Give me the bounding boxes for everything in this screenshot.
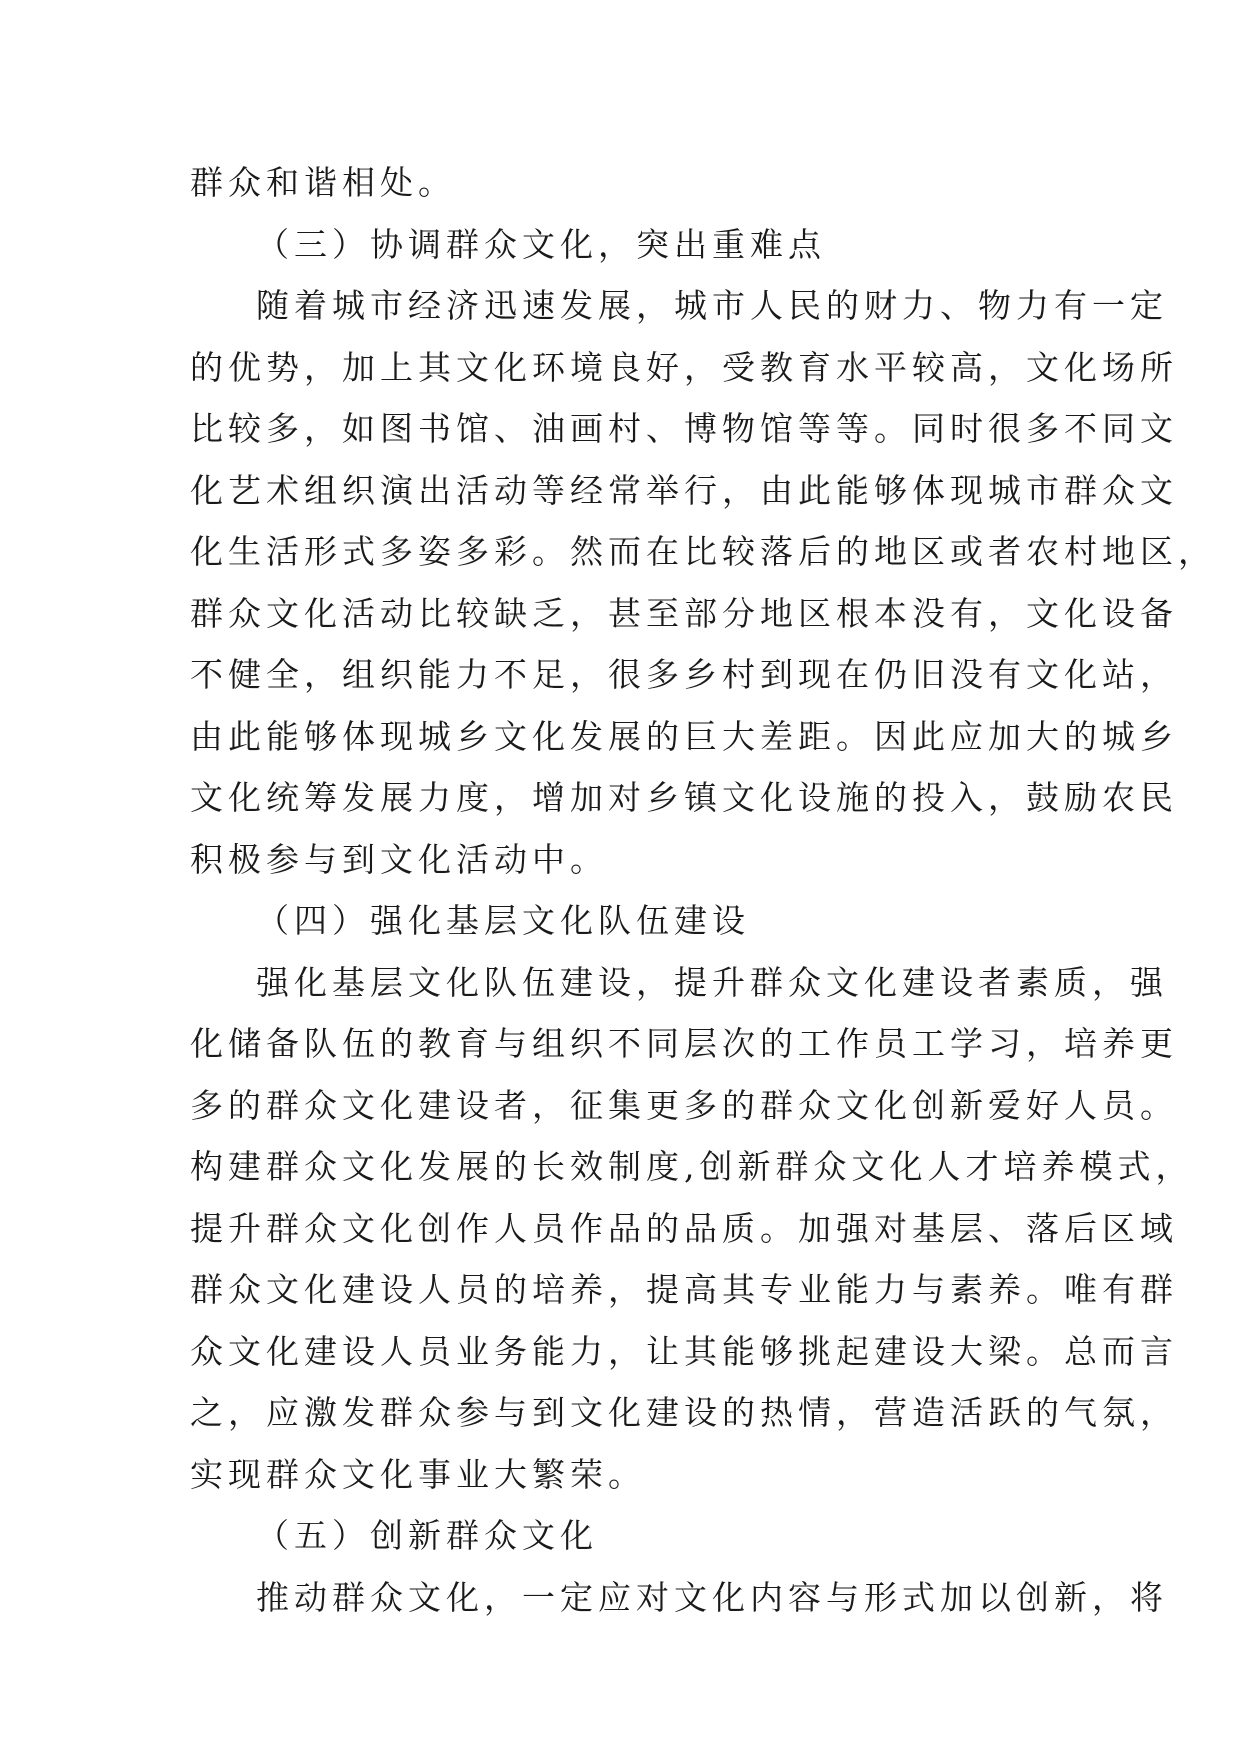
section-heading-5 [190, 1505, 1052, 1567]
section-heading-4 [190, 890, 1052, 952]
text-line: 多的群众文化建设者，征集更多的群众文化创新爱好人员。 [190, 1085, 1178, 1125]
text-line: 众文化建设人员业务能力，让其能够挑起建设大梁。总而言 [190, 1331, 1178, 1371]
text-line: 不健全，组织能力不足，很多乡村到现在仍旧没有文化站， [190, 655, 1178, 694]
text-line: 群众文化建设人员的培养，提高其专业能力与素养。唯有群 [190, 1270, 1178, 1309]
heading-text: （三）协调群众文化，突出重难点 [256, 224, 826, 264]
text-line: 之，应激发群众参与到文化建设的热情，营造活跃的气氛， [190, 1393, 1178, 1432]
heading-text: （五）创新群众文化 [256, 1516, 598, 1555]
text-line: 化艺术组织演出活动等经常举行，由此能够体现城市群众文 [190, 470, 1178, 510]
document-body [190, 152, 1216, 1628]
text-line: 提升群众文化创作人员作品的品质。加强对基层、落后区域 [190, 1208, 1178, 1248]
text-line: 强化基层文化队伍建设，提升群众文化建设者素质，强 [256, 962, 1168, 1002]
text-line: 化储备队伍的教育与组织不同层次的工作员工学习，培养更 [190, 1024, 1178, 1063]
heading-text: （四）强化基层文化队伍建设 [256, 901, 750, 940]
text-line: 比较多，如图书馆、油画村、博物馆等等。同时很多不同文 [190, 409, 1178, 448]
text-line: 化生活形式多姿多彩。然而在比较落后的地区或者农村地区， [190, 532, 1216, 571]
text-line: 构建群众文化发展的长效制度,创新群众文化人才培养模式， [190, 1147, 1194, 1186]
paragraph-section-3 [190, 275, 1216, 890]
text-line: 群众文化活动比较缺乏，甚至部分地区根本没有，文化设备 [190, 593, 1178, 633]
text-line: 积极参与到文化活动中。 [190, 839, 608, 879]
paragraph-section-5 [190, 1567, 1168, 1629]
text-line: 群众和谐相处。 [190, 163, 456, 202]
paragraph-tail-previous [190, 152, 1052, 214]
text-line: 文化统筹发展力度，增加对乡镇文化设施的投入，鼓励农民 [190, 778, 1178, 817]
text-line: 由此能够体现城乡文化发展的巨大差距。因此应加大的城乡 [190, 716, 1178, 756]
text-line: 实现群众文化事业大繁荣。 [190, 1454, 646, 1494]
section-heading-3 [190, 214, 1052, 276]
text-line: 随着城市经济迅速发展，城市人民的财力、物力有一定 [256, 286, 1168, 325]
text-line: 的优势，加上其文化环境良好，受教育水平较高，文化场所 [190, 347, 1178, 387]
paragraph-section-4 [190, 952, 1194, 1506]
text-line: 推动群众文化，一定应对文化内容与形式加以创新，将 [256, 1577, 1168, 1617]
